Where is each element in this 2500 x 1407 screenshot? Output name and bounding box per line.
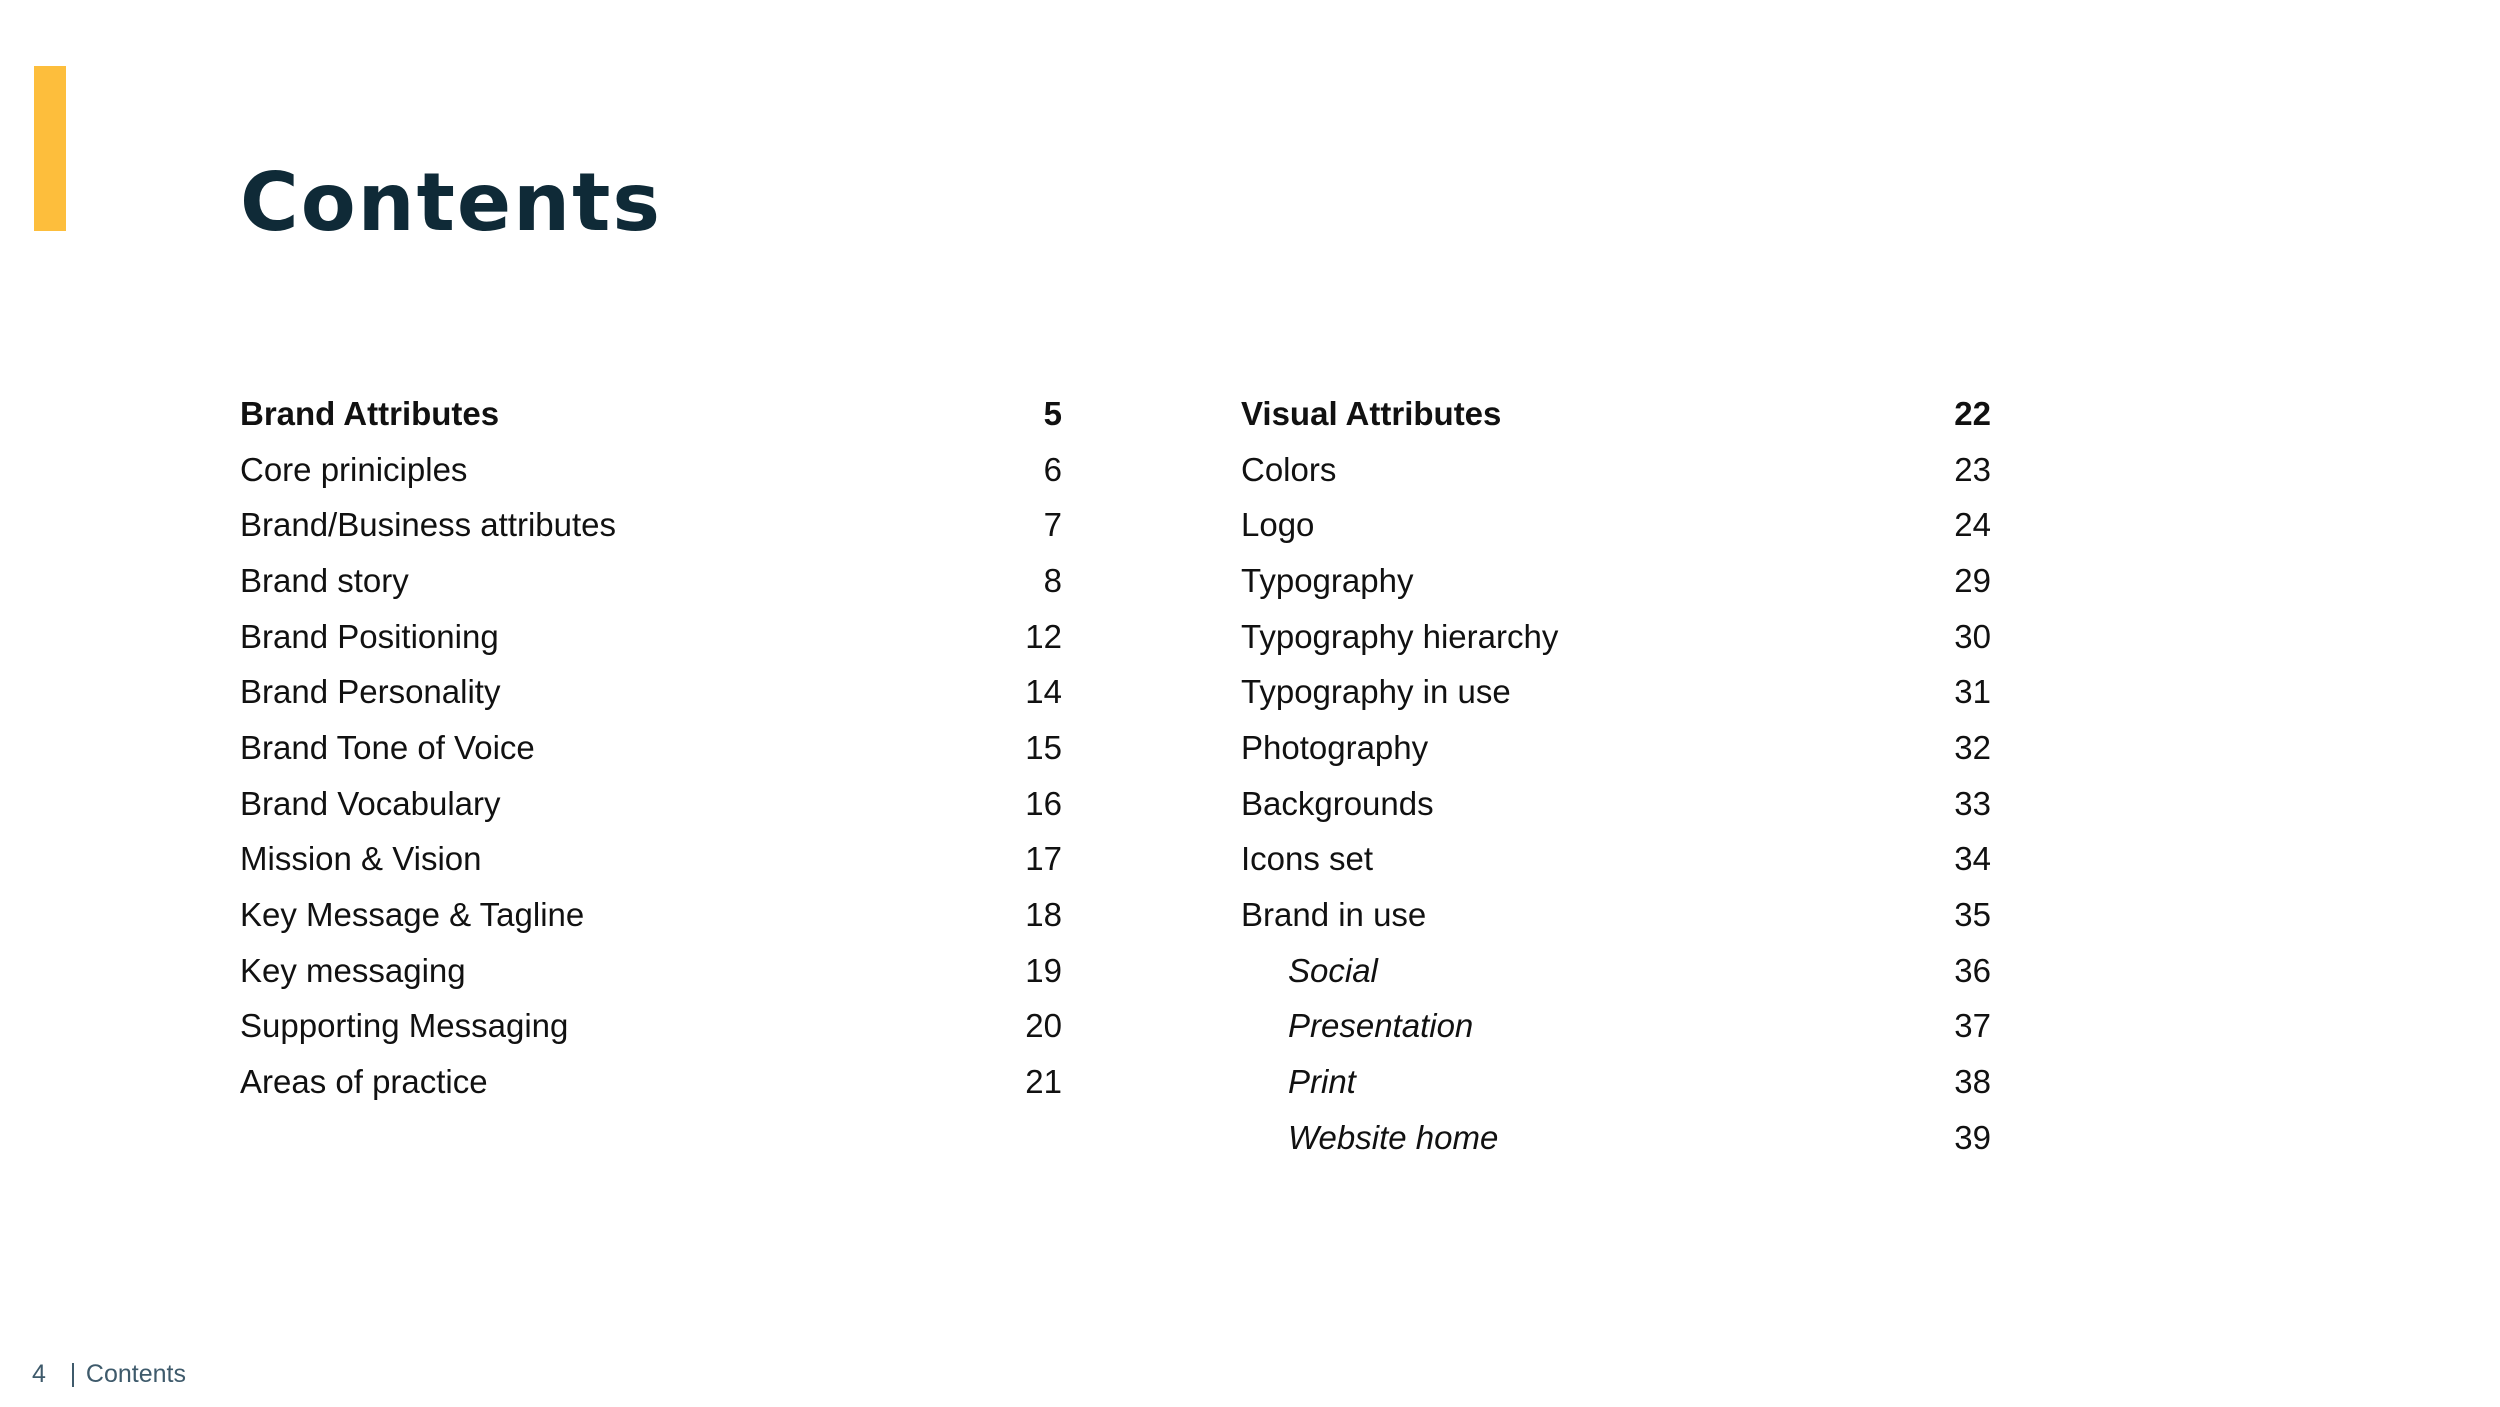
toc-entry-page: 8 [1043,561,1062,599]
toc-entry-page: 20 [1025,1007,1062,1045]
footer-page-number: 4 [32,1360,46,1388]
toc-entry[interactable] [240,776,1062,832]
toc-entry[interactable] [1241,1054,1991,1110]
toc-entry-label: Typography hierarchy [1241,617,1559,655]
toc-entry-label: Icons set [1241,840,1374,878]
toc-entry-label: Brand story [240,561,409,599]
footer [32,1360,186,1389]
toc-entry[interactable] [1241,776,1991,832]
toc-entry[interactable] [240,832,1062,888]
toc-entry-label: Website home [1288,1118,1499,1156]
toc-entry-label: Brand Personality [240,673,501,711]
toc-entry[interactable] [1241,1110,1991,1166]
toc-entry[interactable] [1241,609,1991,665]
toc-entry-label: Brand Attributes [240,394,500,432]
toc-entry-page: 37 [1954,1007,1991,1045]
toc-entry-page: 29 [1954,561,1991,599]
page-title: Contents [240,156,662,249]
toc-entry-page: 14 [1025,673,1062,711]
toc-right-column [1241,386,1991,1166]
toc-entry-label: Print [1288,1063,1356,1101]
toc-entry-page: 33 [1954,784,1991,822]
toc-entry-page: 31 [1954,673,1991,711]
toc-entry-page: 38 [1954,1063,1991,1101]
toc-entry[interactable] [240,497,1062,553]
toc-left-column [240,386,1062,1110]
toc-entry[interactable] [240,999,1062,1055]
toc-entry[interactable] [240,943,1062,999]
toc-entry-page: 12 [1025,617,1062,655]
toc-entry-label: Brand Tone of Voice [240,728,535,766]
toc-entry[interactable] [1241,664,1991,720]
toc-entry-page: 16 [1025,784,1062,822]
toc-entry-label: Presentation [1288,1007,1474,1045]
toc-entry-page: 39 [1954,1118,1991,1156]
toc-entry[interactable] [240,1054,1062,1110]
toc-entry-label: Social [1288,951,1378,989]
toc-entry[interactable] [240,887,1062,943]
accent-bar [34,66,66,231]
footer-divider [72,1363,74,1387]
toc-entry[interactable] [1241,553,1991,609]
toc-entry[interactable] [240,442,1062,498]
toc-entry-label: Key messaging [240,951,466,989]
toc-entry-label: Visual Attributes [1241,394,1502,432]
toc-entry[interactable] [1241,832,1991,888]
toc-entry[interactable] [1241,720,1991,776]
toc-entry-page: 22 [1954,394,1991,432]
toc-entry-label: Photography [1241,728,1429,766]
toc-entry-label: Key Message & Tagline [240,896,585,934]
toc-entry-page: 36 [1954,951,1991,989]
toc-section-heading[interactable] [1241,386,1991,442]
toc-entry-label: Colors [1241,450,1337,488]
toc-entry[interactable] [240,720,1062,776]
toc-entry-page: 23 [1954,450,1991,488]
toc-entry[interactable] [1241,497,1991,553]
toc-entry-label: Supporting Messaging [240,1007,569,1045]
toc-entry[interactable] [240,664,1062,720]
toc-entry-page: 17 [1025,840,1062,878]
toc-entry-page: 32 [1954,728,1991,766]
toc-entry-label: Brand in use [1241,896,1427,934]
toc-entry[interactable] [1241,887,1991,943]
toc-entry-page: 18 [1025,896,1062,934]
toc-entry-label: Brand Vocabulary [240,784,501,822]
toc-entry-page: 35 [1954,896,1991,934]
toc-entry-label: Typography in use [1241,673,1511,711]
toc-entry-label: Brand Positioning [240,617,499,655]
toc-entry-page: 6 [1043,450,1062,488]
toc-entry[interactable] [1241,943,1991,999]
toc-entry-label: Backgrounds [1241,784,1434,822]
toc-entry-page: 7 [1043,506,1062,544]
toc-entry[interactable] [1241,442,1991,498]
toc-entry[interactable] [240,553,1062,609]
toc-entry-page: 21 [1025,1063,1062,1101]
toc-entry-page: 15 [1025,728,1062,766]
toc-entry-page: 30 [1954,617,1991,655]
toc-entry[interactable] [1241,999,1991,1055]
toc-entry-page: 5 [1043,394,1062,432]
toc-entry-label: Areas of practice [240,1063,488,1101]
toc-entry-label: Brand/Business attributes [240,506,617,544]
toc-entry-label: Core priniciples [240,450,468,488]
toc-entry-page: 34 [1954,840,1991,878]
toc-entry-label: Logo [1241,506,1315,544]
toc-entry-label: Typography [1241,561,1414,599]
toc-section-heading[interactable] [240,386,1062,442]
toc-entry-label: Mission & Vision [240,840,482,878]
toc-entry-page: 24 [1954,506,1991,544]
toc-entry[interactable] [240,609,1062,665]
footer-section: Contents [85,1360,186,1388]
toc-entry-page: 19 [1025,951,1062,989]
